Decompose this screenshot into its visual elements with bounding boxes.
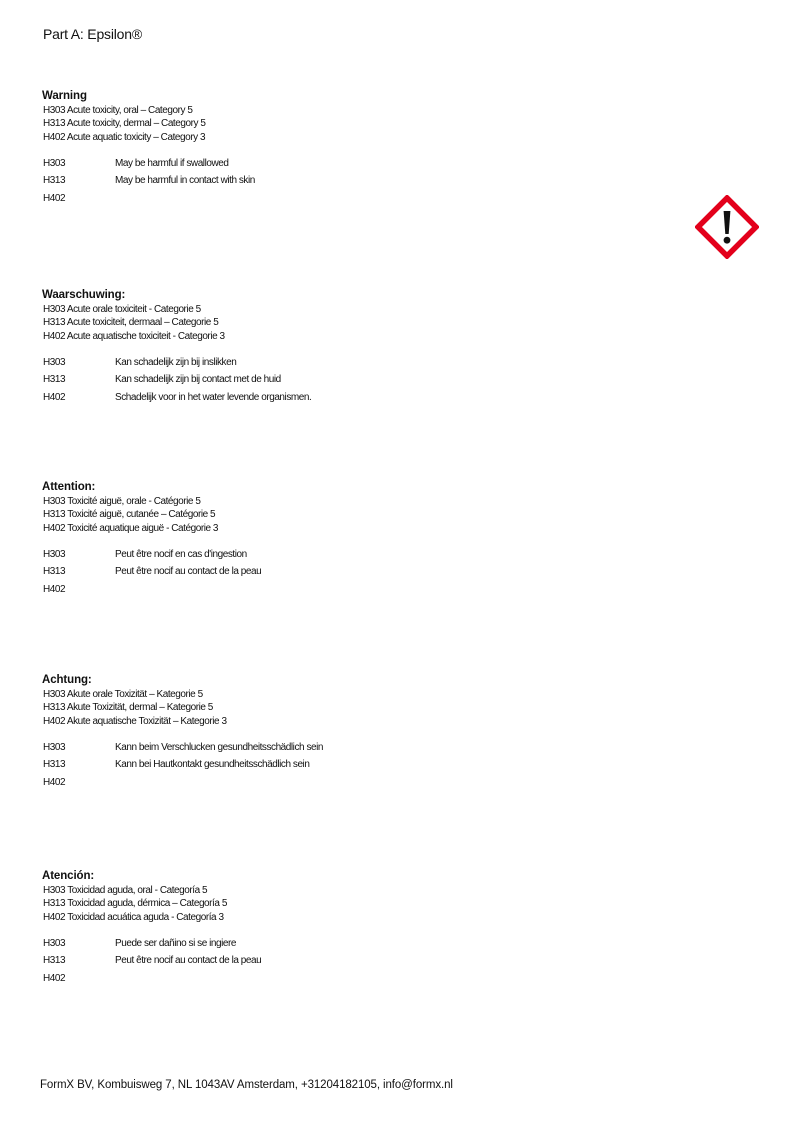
hazard-code: H402 xyxy=(43,583,66,595)
hazard-code: H303 xyxy=(43,548,66,560)
hazard-text: Kan schadelijk zijn bij inslikken xyxy=(115,356,237,368)
hazard-code: H313 xyxy=(43,374,66,386)
hazard-section-fr xyxy=(42,480,642,598)
hazard-code: H313 xyxy=(43,759,66,771)
hazard-statement-list xyxy=(42,739,642,792)
hazard-code: H303 xyxy=(43,937,66,949)
hazard-statement-list xyxy=(42,546,642,599)
hazard-statement-list xyxy=(42,354,642,407)
classification-line: H313 Acute toxiciteit, dermaal – Categorie 5 xyxy=(43,317,219,329)
signal-word: Attention: xyxy=(42,481,96,493)
hazard-statement xyxy=(42,371,642,389)
hazard-code: H402 xyxy=(43,776,66,788)
classification-line: H313 Toxicidad aguda, dérmica – Categoría 5 xyxy=(43,898,227,910)
hazard-statement xyxy=(42,774,642,792)
ghs-exclamation-mark-icon xyxy=(695,195,759,259)
hazard-code: H303 xyxy=(43,356,66,368)
classification-line: H303 Toxicidad aguda, oral - Categoría 5 xyxy=(43,885,208,896)
hazard-code: H402 xyxy=(43,972,66,984)
hazard-section-nl xyxy=(42,288,642,406)
hazard-statement xyxy=(42,563,642,581)
hazard-text: Peut être nocif au contact de la peau xyxy=(115,955,262,967)
signal-word: Waarschuwing: xyxy=(42,289,126,301)
hazard-statement xyxy=(42,935,642,953)
page-title: Part A: Epsilon® xyxy=(43,26,142,42)
hazard-statement xyxy=(42,970,642,988)
hazard-section-de xyxy=(42,673,642,791)
hazard-statement xyxy=(42,389,642,407)
hazard-statement xyxy=(42,172,642,190)
hazard-text: Kann beim Verschlucken gesundheitsschädlich sein xyxy=(115,741,323,753)
hazard-text: May be harmful in contact with skin xyxy=(115,175,255,187)
classification-line: H402 Acute aquatic toxicity – Category 3 xyxy=(43,131,206,143)
hazard-statement xyxy=(42,155,642,173)
hazard-text: Kan schadelijk zijn bij contact met de huid xyxy=(115,374,281,386)
hazard-code: H402 xyxy=(43,391,66,403)
classification-line: H402 Akute aquatische Toxizität – Kategorie 3 xyxy=(43,715,227,727)
hazard-statement xyxy=(42,952,642,970)
hazard-statement xyxy=(42,756,642,774)
hazard-statement xyxy=(42,739,642,757)
hazard-statement xyxy=(42,546,642,564)
classification-line: H313 Acute toxicity, dermal – Category 5 xyxy=(43,118,206,130)
hazard-code: H313 xyxy=(43,175,66,187)
hazard-code: H402 xyxy=(43,192,66,204)
hazard-statement-list xyxy=(42,155,642,208)
classification-line: H303 Toxicité aiguë, orale - Catégorie 5 xyxy=(43,496,201,507)
classification-line: H402 Toxicidad acuática aguda - Categoría 3 xyxy=(43,911,224,923)
signal-word: Atención: xyxy=(42,870,95,882)
classification-line: H313 Akute Toxizität, dermal – Kategorie 5 xyxy=(43,702,213,714)
classification-line: H402 Toxicité aquatique aiguë - Catégorie 3 xyxy=(43,522,219,534)
classification-line: H402 Acute aquatische toxiciteit - Categorie 3 xyxy=(43,330,225,342)
signal-word: Warning xyxy=(42,90,87,102)
hazard-code: H303 xyxy=(43,741,66,753)
hazard-text: Puede ser dañino si se ingiere xyxy=(115,937,237,949)
hazard-text: Kann bei Hautkontakt gesundheitsschädlich sein xyxy=(115,759,310,771)
hazard-text: Peut être nocif en cas d'ingestion xyxy=(115,548,247,560)
hazard-statement xyxy=(42,354,642,372)
hazard-section-en xyxy=(42,89,642,207)
hazard-statement xyxy=(42,190,642,208)
classification-line: H303 Acute orale toxiciteit - Categorie 5 xyxy=(43,304,201,315)
hazard-code: H313 xyxy=(43,955,66,967)
hazard-text: Peut être nocif au contact de la peau xyxy=(115,566,262,578)
hazard-code: H303 xyxy=(43,157,66,169)
hazard-text: Schadelijk voor in het water levende organismen. xyxy=(115,391,312,403)
company-footer: FormX BV, Kombuisweg 7, NL 1043AV Amsterdam, +31204182105, info@formx.nl xyxy=(40,1079,453,1091)
hazard-code: H313 xyxy=(43,566,66,578)
hazard-text: May be harmful if swallowed xyxy=(115,157,229,169)
hazard-section-es xyxy=(42,869,642,987)
classification-line: H303 Akute orale Toxizität – Kategorie 5 xyxy=(43,689,203,700)
hazard-statement-list xyxy=(42,935,642,988)
hazard-statement xyxy=(42,581,642,599)
classification-line: H313 Toxicité aiguë, cutanée – Catégorie 5 xyxy=(43,509,216,521)
signal-word: Achtung: xyxy=(42,674,92,686)
classification-line: H303 Acute toxicity, oral – Category 5 xyxy=(43,105,193,116)
